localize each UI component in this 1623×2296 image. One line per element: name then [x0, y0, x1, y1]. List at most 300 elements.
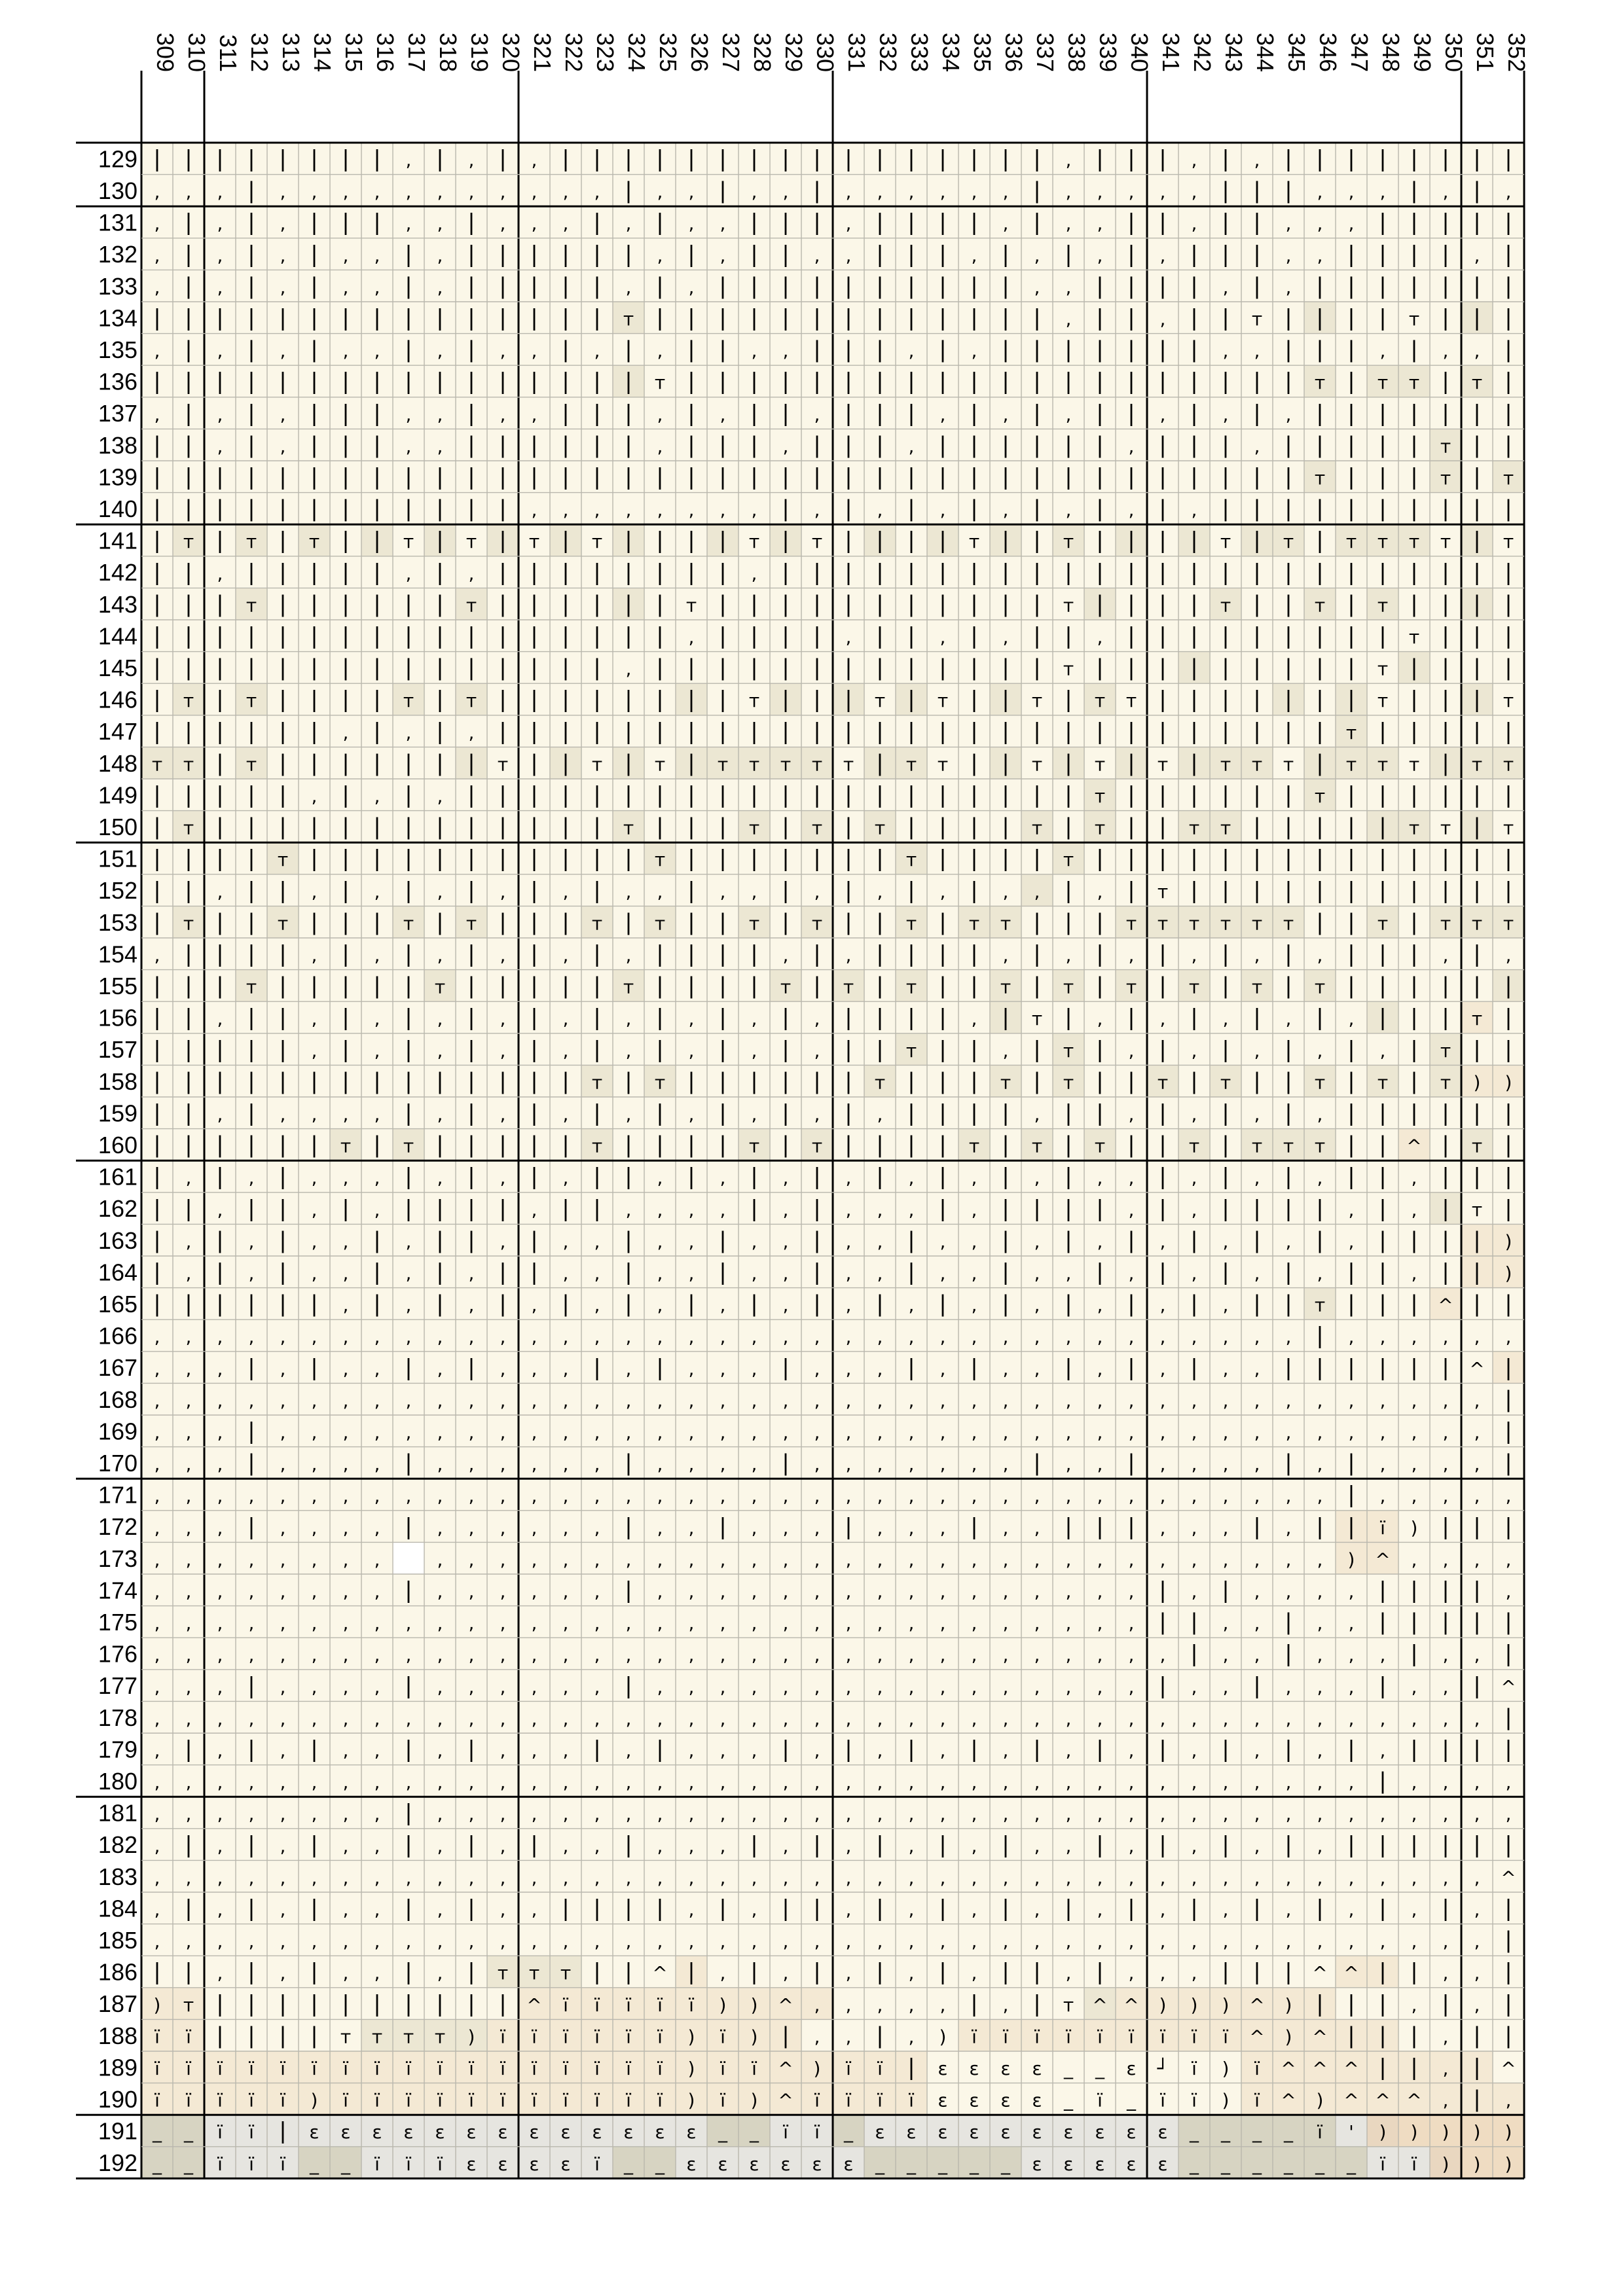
cell-symbol: | — [1410, 1609, 1417, 1636]
cell-symbol: т — [592, 531, 602, 552]
cell-symbol: , — [626, 881, 632, 903]
cell-symbol: , — [500, 1644, 506, 1666]
cell-symbol: | — [310, 909, 318, 935]
cell-symbol: т — [686, 594, 697, 616]
cell-symbol: | — [1473, 401, 1480, 427]
cell-symbol: | — [1127, 401, 1135, 427]
cell-symbol: , — [1034, 881, 1040, 903]
cell-symbol: | — [185, 464, 192, 490]
cell-symbol: , — [280, 1326, 286, 1348]
cell-symbol: | — [1316, 1196, 1323, 1222]
cell-symbol: | — [970, 1068, 977, 1094]
cell-symbol: , — [1223, 340, 1229, 362]
cell-symbol: , — [1129, 1040, 1135, 1062]
cell-symbol: , — [594, 1326, 600, 1348]
cell-symbol: | — [1504, 782, 1512, 808]
cell-symbol: | — [373, 209, 380, 236]
cell-symbol: | — [247, 242, 255, 268]
cell-symbol: , — [437, 213, 443, 234]
cell-symbol: | — [813, 209, 820, 236]
cell-symbol: | — [1159, 1164, 1166, 1190]
cell-symbol: , — [626, 213, 632, 234]
cell-symbol: , — [689, 1390, 695, 1411]
cell-symbol: | — [907, 623, 915, 649]
cell-symbol: | — [1159, 1577, 1166, 1604]
cell-symbol: | — [1096, 368, 1103, 395]
cell-symbol: , — [1506, 1485, 1512, 1507]
cell-symbol: | — [625, 1227, 632, 1253]
cell-symbol: | — [405, 846, 412, 872]
cell-symbol: | — [1159, 1037, 1166, 1063]
cell-symbol: | — [907, 814, 915, 840]
cell-symbol: | — [750, 846, 757, 872]
cell-symbol: | — [593, 655, 600, 681]
cell-symbol: | — [1127, 750, 1135, 776]
cell-symbol: , — [532, 213, 538, 234]
cell-symbol: , — [217, 1708, 223, 1729]
cell-symbol: , — [940, 1644, 946, 1666]
cell-symbol: | — [1347, 687, 1355, 713]
cell-symbol: | — [939, 1005, 946, 1031]
cell-symbol: , — [657, 435, 663, 457]
cell-symbol: | — [1002, 337, 1009, 363]
cell-symbol: , — [1412, 1263, 1417, 1284]
cell-symbol: | — [342, 496, 349, 522]
cell-symbol: | — [782, 623, 789, 649]
cell-symbol: , — [343, 1708, 349, 1729]
cell-symbol: | — [593, 846, 600, 872]
cell-symbol: , — [940, 1454, 946, 1475]
cell-symbol: | — [373, 846, 380, 872]
cell-symbol: , — [783, 1295, 789, 1316]
cell-symbol: | — [970, 146, 977, 172]
cell-symbol: | — [216, 464, 223, 490]
cell-symbol: | — [185, 560, 192, 586]
cell-symbol: | — [1222, 560, 1229, 586]
cell-symbol: | — [1159, 146, 1166, 172]
cell-symbol: | — [593, 719, 600, 745]
cell-symbol: | — [1065, 464, 1072, 490]
cell-symbol: , — [626, 1549, 632, 1570]
cell-symbol: , — [1034, 1230, 1040, 1252]
cell-symbol: | — [1379, 623, 1386, 649]
cell-symbol: , — [155, 1613, 160, 1634]
cell-symbol: | — [499, 973, 506, 999]
cell-symbol: | — [1285, 1355, 1292, 1381]
cell-symbol: , — [1097, 1390, 1103, 1411]
cell-symbol: | — [530, 1100, 538, 1126]
cell-symbol: | — [185, 432, 192, 458]
cell-symbol: | — [1442, 623, 1449, 649]
cell-symbol: , — [155, 404, 160, 425]
cell-symbol: | — [1159, 1132, 1166, 1158]
cell-symbol: , — [783, 1485, 789, 1507]
cell-symbol: | — [342, 1196, 349, 1222]
cell-symbol: | — [907, 305, 915, 331]
cell-symbol: | — [1159, 1100, 1166, 1126]
cell-symbol: | — [876, 146, 883, 172]
cell-symbol: , — [1443, 1454, 1449, 1475]
cell-symbol: | — [499, 528, 506, 554]
cell-symbol: , — [312, 1103, 318, 1125]
cell-symbol: | — [499, 432, 506, 458]
cell-symbol: | — [1316, 719, 1323, 745]
cell-symbol: , — [1066, 1485, 1072, 1507]
cell-symbol: | — [185, 146, 192, 172]
cell-symbol: | — [782, 496, 789, 522]
cell-symbol: | — [593, 1005, 600, 1031]
cell-symbol: , — [563, 499, 569, 521]
cell-symbol: , — [877, 1326, 883, 1348]
cell-symbol: | — [216, 1291, 223, 1318]
cell-symbol: | — [1316, 909, 1323, 935]
cell-symbol: , — [720, 499, 726, 521]
cell-symbol: | — [593, 560, 600, 586]
cell-symbol: т — [906, 753, 917, 775]
cell-symbol: т — [1472, 912, 1482, 934]
cell-symbol: | — [1096, 305, 1103, 331]
cell-symbol: | — [1159, 528, 1166, 554]
cell-symbol: , — [689, 1708, 695, 1729]
cell-symbol: , — [437, 1167, 443, 1189]
cell-symbol: | — [970, 464, 977, 490]
cell-symbol: , — [343, 1676, 349, 1698]
cell-symbol: | — [1190, 337, 1197, 363]
cell-symbol: , — [752, 1676, 757, 1698]
cell-symbol: , — [689, 1040, 695, 1062]
cell-symbol: | — [1096, 146, 1103, 172]
cell-symbol: | — [279, 496, 286, 522]
cell-symbol: т — [906, 912, 917, 934]
cell-symbol: | — [247, 273, 255, 299]
cell-symbol: | — [499, 368, 506, 395]
cell-symbol: | — [719, 1132, 726, 1158]
cell-symbol: | — [216, 941, 223, 967]
cell-symbol: | — [247, 146, 255, 172]
cell-symbol: | — [813, 368, 820, 395]
cell-symbol: | — [782, 846, 789, 872]
cell-symbol: , — [406, 1644, 412, 1666]
cell-symbol: | — [185, 623, 192, 649]
cell-symbol: , — [720, 1644, 726, 1666]
cell-symbol: , — [720, 1422, 726, 1443]
cell-symbol: | — [1253, 242, 1260, 268]
cell-symbol: | — [1033, 782, 1040, 808]
cell-symbol: | — [782, 655, 789, 681]
cell-symbol: , — [752, 1644, 757, 1666]
cell-symbol: | — [593, 1037, 600, 1063]
cell-symbol: | — [845, 782, 852, 808]
cell-symbol: | — [1222, 973, 1229, 999]
cell-symbol: | — [782, 1005, 789, 1031]
cell-symbol: | — [719, 1514, 726, 1540]
cell-symbol: , — [909, 1199, 915, 1221]
cell-symbol: | — [1473, 305, 1480, 331]
cell-symbol: | — [467, 1005, 475, 1031]
cell-symbol: | — [625, 1259, 632, 1285]
cell-symbol: т — [1252, 753, 1262, 775]
cell-symbol: | — [1033, 941, 1040, 967]
cell-symbol: | — [782, 1355, 789, 1381]
cell-symbol: | — [1033, 209, 1040, 236]
cell-symbol: | — [939, 655, 946, 681]
cell-symbol: т — [1283, 912, 1294, 934]
cell-symbol: | — [405, 337, 412, 363]
cell-symbol: , — [1412, 1485, 1417, 1507]
cell-symbol: | — [185, 305, 192, 331]
cell-symbol: | — [782, 273, 789, 299]
cell-symbol: , — [594, 1517, 600, 1539]
cell-symbol: | — [342, 941, 349, 967]
cell-symbol: , — [720, 1167, 726, 1189]
cell-symbol: , — [752, 1485, 757, 1507]
cell-symbol: | — [907, 496, 915, 522]
cell-symbol: , — [909, 1454, 915, 1475]
cell-symbol: , — [940, 1676, 946, 1698]
cell-symbol: | — [939, 1196, 946, 1222]
cell-symbol: , — [500, 1517, 506, 1539]
cell-symbol: | — [530, 368, 538, 395]
cell-symbol: , — [689, 1517, 695, 1539]
cell-symbol: | — [310, 814, 318, 840]
cell-symbol: , — [1066, 308, 1072, 330]
cell-symbol: т — [466, 690, 477, 711]
cell-symbol: | — [656, 464, 663, 490]
cell-symbol: т — [183, 817, 194, 839]
cell-symbol: | — [939, 1164, 946, 1190]
cell-symbol: , — [720, 1358, 726, 1380]
cell-symbol: | — [1285, 1037, 1292, 1063]
cell-symbol: , — [1129, 1549, 1135, 1570]
cell-symbol: | — [1410, 146, 1417, 172]
cell-symbol: | — [153, 560, 160, 586]
cell-symbol: , — [406, 149, 412, 171]
cell-symbol: , — [877, 1549, 883, 1570]
cell-symbol: , — [1506, 1549, 1512, 1570]
cell-symbol: , — [563, 1517, 569, 1539]
cell-symbol: | — [1222, 432, 1229, 458]
cell-symbol: , — [814, 1040, 820, 1062]
cell-symbol: , — [1254, 1326, 1260, 1348]
cell-symbol: | — [247, 941, 255, 967]
cell-symbol: | — [247, 178, 255, 204]
cell-symbol: , — [1286, 1008, 1292, 1030]
cell-symbol: , — [406, 563, 412, 584]
cell-symbol: | — [530, 687, 538, 713]
cell-symbol: | — [310, 719, 318, 745]
cell-symbol: , — [1443, 1549, 1449, 1570]
cell-symbol: | — [279, 1227, 286, 1253]
cell-symbol: | — [845, 496, 852, 522]
cell-symbol: т — [246, 977, 257, 998]
cell-symbol: , — [280, 181, 286, 203]
cell-symbol: , — [312, 181, 318, 203]
cell-symbol: | — [342, 305, 349, 331]
cell-symbol: | — [1473, 1291, 1480, 1318]
cell-symbol: | — [467, 941, 475, 967]
cell-symbol: , — [1160, 1390, 1166, 1411]
cell-symbol: | — [1033, 1068, 1040, 1094]
cell-symbol: | — [939, 814, 946, 840]
cell-symbol: , — [1034, 1358, 1040, 1380]
cell-symbol: | — [405, 273, 412, 299]
cell-symbol: | — [467, 209, 475, 236]
cell-symbol: | — [1065, 560, 1072, 586]
cell-symbol: т — [1377, 912, 1388, 934]
cell-symbol: | — [1347, 1068, 1355, 1094]
cell-symbol: | — [1253, 464, 1260, 490]
cell-symbol: , — [1003, 1676, 1009, 1698]
cell-symbol: | — [1002, 846, 1009, 872]
cell-symbol: т — [246, 753, 257, 775]
cell-symbol: , — [594, 181, 600, 203]
cell-symbol: , — [374, 1676, 380, 1698]
cell-symbol: | — [185, 1291, 192, 1318]
cell-symbol: | — [436, 623, 443, 649]
cell-symbol: , — [1003, 404, 1009, 425]
cell-symbol: | — [1347, 1450, 1355, 1477]
cell-symbol: | — [185, 591, 192, 617]
cell-symbol: , — [437, 1613, 443, 1634]
cell-symbol: | — [1190, 305, 1197, 331]
cell-symbol: | — [247, 1355, 255, 1381]
cell-symbol: | — [1033, 655, 1040, 681]
cell-symbol: , — [312, 1390, 318, 1411]
cell-symbol: | — [1096, 719, 1103, 745]
cell-symbol: т — [655, 1071, 665, 1093]
cell-symbol: | — [1504, 973, 1512, 999]
cell-symbol: , — [846, 1676, 852, 1698]
cell-symbol: , — [1506, 944, 1512, 966]
cell-symbol: | — [1316, 337, 1323, 363]
cell-symbol: т — [1063, 531, 1074, 552]
cell-symbol: , — [1160, 1295, 1166, 1316]
cell-symbol: , — [877, 1358, 883, 1380]
cell-symbol: , — [846, 1485, 852, 1507]
cell-symbol: | — [153, 591, 160, 617]
cell-symbol: , — [437, 435, 443, 457]
cell-symbol: , — [1380, 1485, 1386, 1507]
cell-symbol: , — [155, 1326, 160, 1348]
cell-symbol: , — [280, 1103, 286, 1125]
cell-symbol: | — [1442, 401, 1449, 427]
cell-symbol: т — [1503, 467, 1514, 489]
cell-symbol: | — [1316, 496, 1323, 522]
cell-symbol: | — [1316, 1005, 1323, 1031]
cell-symbol: , — [374, 785, 380, 807]
cell-symbol: | — [1159, 687, 1166, 713]
cell-symbol: , — [1506, 181, 1512, 203]
cell-symbol: | — [530, 750, 538, 776]
cell-symbol: | — [1473, 591, 1480, 617]
cell-symbol: , — [689, 276, 695, 298]
cell-symbol: , — [500, 1326, 506, 1348]
cell-symbol: | — [970, 368, 977, 395]
cell-symbol: | — [342, 401, 349, 427]
cell-symbol: , — [1192, 1390, 1197, 1411]
cell-symbol: , — [532, 1454, 538, 1475]
cell-symbol: | — [185, 655, 192, 681]
cell-symbol: | — [216, 655, 223, 681]
cell-symbol: | — [373, 464, 380, 490]
cell-symbol: , — [752, 1581, 757, 1602]
cell-symbol: | — [153, 782, 160, 808]
cell-symbol: , — [1192, 1167, 1197, 1189]
cell-symbol: | — [499, 623, 506, 649]
cell-symbol: , — [1003, 181, 1009, 203]
cell-symbol: , — [814, 1008, 820, 1030]
cell-symbol: т — [1095, 785, 1105, 807]
cell-symbol: , — [877, 1517, 883, 1539]
cell-symbol: | — [1033, 528, 1040, 554]
cell-symbol: , — [657, 1263, 663, 1284]
cell-symbol: , — [343, 1613, 349, 1634]
cell-symbol: , — [1066, 1549, 1072, 1570]
cell-symbol: , — [374, 340, 380, 362]
cell-symbol: | — [247, 1291, 255, 1318]
cell-symbol: | — [939, 146, 946, 172]
cell-symbol: | — [907, 1005, 915, 1031]
cell-symbol: , — [186, 1708, 192, 1729]
cell-symbol: | — [1442, 368, 1449, 395]
cell-symbol: , — [689, 1199, 695, 1221]
cell-symbol: , — [626, 276, 632, 298]
cell-symbol: | — [1285, 368, 1292, 395]
cell-symbol: | — [876, 846, 883, 872]
cell-symbol: , — [814, 1549, 820, 1570]
cell-symbol: | — [185, 846, 192, 872]
cell-symbol: т — [183, 531, 194, 552]
cell-symbol: , — [940, 1517, 946, 1539]
cell-symbol: | — [1379, 1196, 1386, 1222]
cell-symbol: | — [1473, 209, 1480, 236]
cell-symbol: , — [877, 881, 883, 903]
cell-symbol: , — [186, 1454, 192, 1475]
cell-symbol: | — [876, 655, 883, 681]
cell-symbol: | — [247, 1068, 255, 1094]
cell-symbol: | — [216, 973, 223, 999]
cell-symbol: , — [657, 1581, 663, 1602]
cell-symbol: , — [1097, 1422, 1103, 1443]
cell-symbol: т — [1126, 690, 1137, 711]
cell-symbol: , — [374, 1708, 380, 1729]
cell-symbol: | — [373, 750, 380, 776]
cell-symbol: | — [876, 909, 883, 935]
cell-symbol: , — [752, 340, 757, 362]
cell-symbol: | — [562, 1196, 569, 1222]
cell-symbol: | — [970, 750, 977, 776]
cell-symbol: | — [1473, 1100, 1480, 1126]
cell-symbol: | — [1096, 973, 1103, 999]
cell-symbol: | — [813, 591, 820, 617]
cell-symbol: ) — [1505, 1263, 1512, 1284]
cell-symbol: , — [1223, 404, 1229, 425]
cell-symbol: , — [186, 1358, 192, 1380]
cell-symbol: | — [1253, 846, 1260, 872]
cell-symbol: | — [1190, 655, 1197, 681]
cell-symbol: | — [1190, 401, 1197, 427]
cell-symbol: , — [626, 499, 632, 521]
cell-symbol: | — [687, 368, 695, 395]
cell-symbol: , — [1223, 1230, 1229, 1252]
cell-symbol: | — [247, 878, 255, 904]
cell-symbol: , — [1066, 276, 1072, 298]
cell-symbol: , — [940, 1613, 946, 1634]
cell-symbol: , — [312, 1676, 318, 1698]
cell-symbol: | — [499, 687, 506, 713]
cell-symbol: , — [1349, 1390, 1355, 1411]
cell-symbol: | — [1002, 1259, 1009, 1285]
